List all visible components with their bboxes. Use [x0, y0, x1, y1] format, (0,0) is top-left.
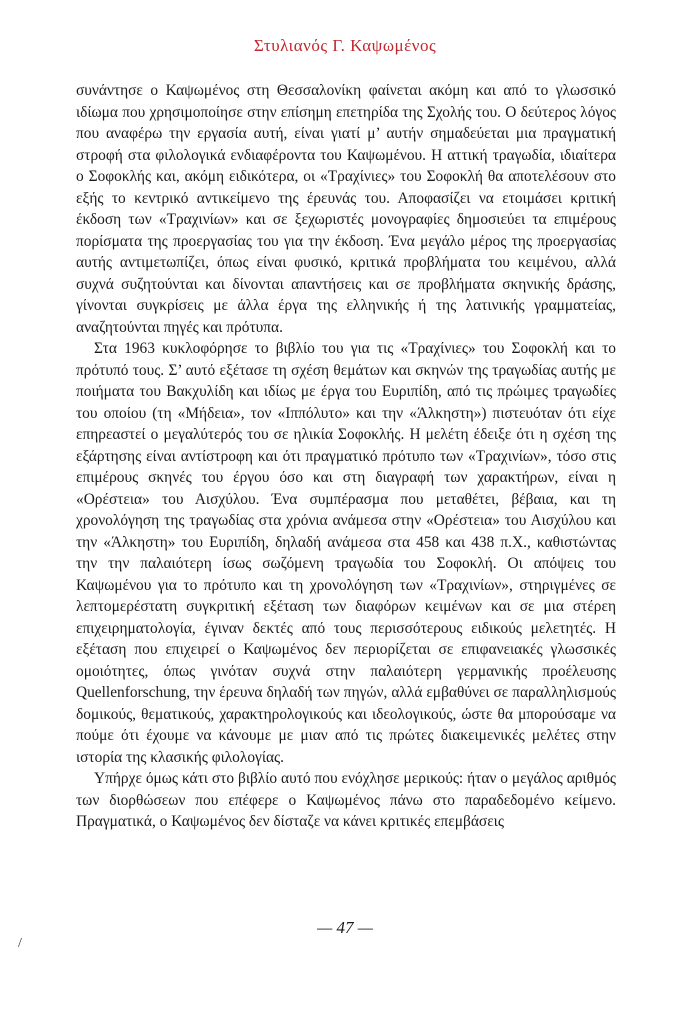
paragraph-3: Υπήρχε όμως κάτι στο βιβλίο αυτό που ενόχλησε μερικούς: ήταν ο μεγάλος αριθμός των διορθώσεων που επέφερε ο Καψωμένος πάνω στο παραδεδομένο κείμενο. Πραγματικά, ο Καψωμένος δεν δίσταζε να κάνει κριτικές επεμβάσεις [76, 770, 616, 830]
body-text [76, 80, 616, 833]
running-head: Στυλιανός Γ. Καψωμένος [253, 36, 437, 55]
paragraph-2: Στα 1963 κυκλοφόρησε το βιβλίο του για τις «Τραχίνιες» του Σοφοκλή και το πρότυπό τους. Σ’ αυτό εξέτασε τη σχέση θεμάτων και σκηνών της τραγωδίας αυτής με ποιήματα του Βακχυλίδη και ιδίως με έργα του Ευριπίδη, από τις πρώιμες τραγωδίες του οποίου (τη «Μήδεια», τον «Ιππόλυτο» και την «Άλκηστη») πιστευόταν ότι είχε επηρεαστεί ο μεγαλύτερός του σε ηλικία Σοφοκλής. Η μελέτη έδειξε ότι η σχέση της εξάρτησης είναι αντίστροφη και ότι πραγματικό πρότυπο των «Τραχινίων», τόσο στις επιμέρους σκηνές του έργου όσο και στη διαγραφή των χαρακτήρων, είναι η «Ορέστεια» του Αισχύλου. Ένα συμπέρασμα που μεταθέτει, βέβαια, και τη χρονολόγηση της τραγωδίας στα χρόνια ανάμεσα στην «Ορέστεια» του Αισχύλου και την «Άλκηστη» του Ευριπίδη, δηλαδή ανάμεσα στα 458 και 438 π.Χ., καθιστώντας την την παλαιότερη ίσως σωζόμενη τραγωδία του Σοφοκλή. Οι απόψεις του Καψωμένου για το πρότυπο και τη χρονολόγηση των «Τραχινίων», στηριγμένες σε λεπτομερέστατη συγκριτική εξέταση των διαφόρων κειμένων και σε μια στέρεη επιχειρηματολογία, έγιναν δεκτές από τους περισσότερους ειδικούς μελετητές. Η εξέταση που επιχειρεί ο Καψωμένος δεν περιορίζεται σε επιφανειακές γλωσσικές ομοιότητες, όπως γινόταν συχνά στην παλαιότερη γερμανικής προέλευσης Quellenforschung, την έρευνα δηλαδή των πηγών, αλλά εμβαθύνει σε παραλληλισμούς δομικούς, θεματικούς, χαρακτηρολογικούς και ιδεολογικούς, ώστε θα μπορούσαμε να πούμε ότι έχουμε να κάνουμε με μιαν από τις πρώτες διακειμενικές μελέτες στην ιστορία της κλασικής φιλολογίας. [76, 340, 616, 766]
page-number: — 47 — [317, 918, 373, 937]
margin-pencil-mark: / [18, 936, 22, 951]
paragraph-1: συνάντησε ο Καψωμένος στη Θεσσαλονίκη φαίνεται ακόμη και από το γλωσσικό ιδίωμα που χρησιμοποίησε στην επίσημη επετηρίδα της Σχολής του. Ο δεύτερος λόγος που αναφέρω την εργασία αυτή, είναι γιατί μ’ αυτήν σημαδεύεται μια πραγματική στροφή στα φιλολογικά ενδιαφέροντα του Καψωμένου. Η αττική τραγωδία, ιδιαίτερα ο Σοφοκλής και, ακόμη ειδικότερα, οι «Τραχίνιες» του Σοφοκλή θα αποτελέσουν στο εξής το κεντρικό αντικείμενο της έρευνάς του. Αποφασίζει να ετοιμάσει κριτική έκδοση των «Τραχινίων» και σε ξεχωριστές μονογραφίες δημοσιεύει τα επιμέρους πορίσματα της προεργασίας του για την έκδοση. Ένα μεγάλο μέρος της προεργασίας αυτής αντιμετωπίζει, όπως είναι φυσικό, κριτικά προβλήματα του κειμένου, αλλά συχνά συζητούνται και δίνονται απαντήσεις και σε προβλήματα σκηνικής δράσης, γίνονται συγκρίσεις με άλλα έργα της ελληνικής ή της λατινικής γραμματείας, αναζητούνται πηγές και πρότυπα. [76, 82, 616, 336]
